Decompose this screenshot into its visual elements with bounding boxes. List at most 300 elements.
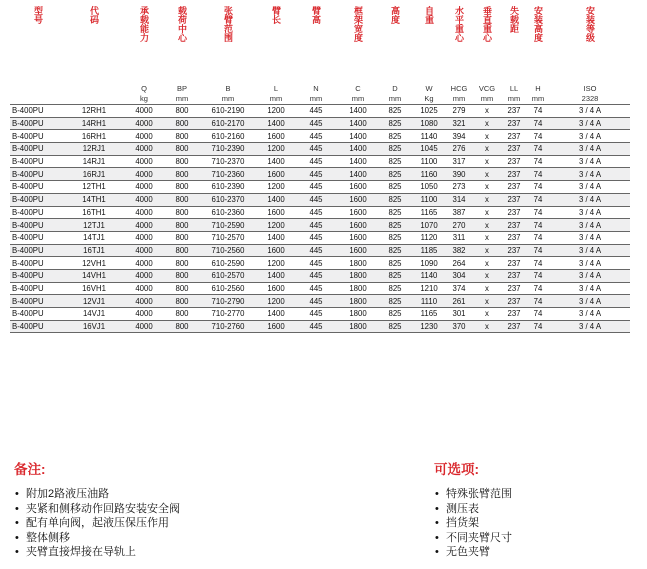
remarks-list: [14, 487, 180, 560]
table-cell: 12VJ1: [66, 295, 122, 308]
table-cell: 445: [294, 244, 338, 257]
table-row: [10, 269, 630, 282]
table-cell: 74: [526, 181, 550, 194]
table-row: [10, 257, 630, 270]
table-cell: 74: [526, 282, 550, 295]
unit-cell: mm: [351, 94, 365, 103]
table-cell: 800: [166, 117, 198, 130]
table-cell: 4000: [122, 206, 166, 219]
table-cell: B-400PU: [10, 130, 66, 143]
table-cell: x: [472, 244, 502, 257]
table-cell: B-400PU: [10, 269, 66, 282]
table-cell: 825: [378, 219, 412, 232]
table-cell: 74: [526, 231, 550, 244]
table-cell: 710-2790: [198, 295, 258, 308]
table-cell: 1800: [338, 320, 378, 333]
table-cell: 270: [446, 219, 472, 232]
table-cell: 1140: [412, 130, 446, 143]
table-cell: x: [472, 295, 502, 308]
table-cell: 1600: [338, 231, 378, 244]
table-cell: 14TJ1: [66, 231, 122, 244]
table-cell: 800: [166, 181, 198, 194]
header-capacity: 承载能力: [139, 6, 149, 42]
header-weight: 自重: [424, 6, 434, 24]
table-cell: B-400PU: [10, 320, 66, 333]
table-cell: 445: [294, 257, 338, 270]
table-cell: 1200: [258, 181, 294, 194]
table-cell: 825: [378, 193, 412, 206]
symbol-cell: N: [313, 84, 319, 93]
table-cell: 800: [166, 282, 198, 295]
table-cell: 14TH1: [66, 193, 122, 206]
table-cell: 445: [294, 320, 338, 333]
list-item: • 特殊张臂范围: [434, 487, 512, 502]
table-cell: 4000: [122, 269, 166, 282]
unit-cell: mm: [175, 94, 189, 103]
table-cell: 261: [446, 295, 472, 308]
table-cell: 237: [502, 219, 526, 232]
table-cell: 825: [378, 117, 412, 130]
table-cell: 4000: [122, 105, 166, 118]
table-cell: 445: [294, 130, 338, 143]
table-cell: 74: [526, 155, 550, 168]
table-cell: 14VJ1: [66, 308, 122, 321]
table-cell: 825: [378, 320, 412, 333]
table-cell: 610-2570: [198, 269, 258, 282]
table-cell: x: [472, 206, 502, 219]
table-cell: 16TH1: [66, 206, 122, 219]
table-cell: 610-2390: [198, 181, 258, 194]
table-cell: B-400PU: [10, 231, 66, 244]
table-cell: 825: [378, 130, 412, 143]
table-cell: 4000: [122, 219, 166, 232]
table-cell: 3 / 4 A: [550, 320, 630, 333]
table-cell: 14VH1: [66, 269, 122, 282]
table-cell: 610-2170: [198, 117, 258, 130]
table-cell: 311: [446, 231, 472, 244]
table-cell: 4000: [122, 193, 166, 206]
table-row: [10, 130, 630, 143]
remarks-section: [14, 458, 180, 560]
symbol-cell: [10, 82, 66, 94]
table-cell: 237: [502, 257, 526, 270]
table-cell: 394: [446, 130, 472, 143]
table-cell: 317: [446, 155, 472, 168]
table-cell: 3 / 4 A: [550, 219, 630, 232]
table-row: [10, 181, 630, 194]
symbol-cell: LL: [509, 84, 519, 93]
header-row: [10, 4, 630, 82]
table-cell: 1045: [412, 143, 446, 156]
table-cell: 800: [166, 308, 198, 321]
unit-cell: mm: [531, 94, 545, 103]
table-cell: 14RH1: [66, 117, 122, 130]
table-cell: B-400PU: [10, 155, 66, 168]
table-cell: 710-2760: [198, 320, 258, 333]
table-cell: 1600: [258, 206, 294, 219]
table-cell: 237: [502, 269, 526, 282]
table-cell: 1400: [338, 105, 378, 118]
table-cell: 1400: [338, 168, 378, 181]
table-cell: 800: [166, 193, 198, 206]
table-cell: 710-2390: [198, 143, 258, 156]
table-cell: 3 / 4 A: [550, 193, 630, 206]
table-cell: B-400PU: [10, 117, 66, 130]
table-cell: 3 / 4 A: [550, 143, 630, 156]
table-cell: 610-2160: [198, 130, 258, 143]
table-row: [10, 308, 630, 321]
table-cell: 237: [502, 295, 526, 308]
table-cell: B-400PU: [10, 219, 66, 232]
table-cell: 74: [526, 244, 550, 257]
table-row: [10, 168, 630, 181]
table-cell: 237: [502, 105, 526, 118]
table-cell: 445: [294, 219, 338, 232]
table-cell: 445: [294, 143, 338, 156]
header-lost-load: 失载距: [509, 6, 519, 33]
table-cell: 1800: [338, 257, 378, 270]
unit-cell: mm: [507, 94, 521, 103]
symbol-cell: Q: [141, 84, 147, 93]
table-cell: 800: [166, 231, 198, 244]
unit-cell: mm: [221, 94, 235, 103]
unit-cell: 2328: [581, 94, 599, 103]
table-cell: 800: [166, 168, 198, 181]
unit-cell: Kg: [424, 94, 434, 103]
table-cell: 1800: [338, 295, 378, 308]
table-row: [10, 244, 630, 257]
table-cell: 1600: [338, 181, 378, 194]
table-cell: 12RH1: [66, 105, 122, 118]
table-cell: 314: [446, 193, 472, 206]
table-cell: 1600: [258, 168, 294, 181]
table-cell: 74: [526, 143, 550, 156]
table-cell: 1070: [412, 219, 446, 232]
table-cell: 74: [526, 308, 550, 321]
table-cell: 14RJ1: [66, 155, 122, 168]
table-cell: 74: [526, 105, 550, 118]
table-cell: 4000: [122, 257, 166, 270]
symbol-cell: D: [392, 84, 398, 93]
table-cell: 4000: [122, 231, 166, 244]
table-cell: B-400PU: [10, 193, 66, 206]
table-cell: 3 / 4 A: [550, 155, 630, 168]
table-cell: 1090: [412, 257, 446, 270]
table-cell: 800: [166, 295, 198, 308]
table-cell: 825: [378, 181, 412, 194]
table-cell: 3 / 4 A: [550, 130, 630, 143]
table-cell: 1050: [412, 181, 446, 194]
list-item: • 测压表: [434, 502, 512, 517]
table-cell: 1800: [338, 282, 378, 295]
table-cell: 1600: [338, 219, 378, 232]
table-cell: 276: [446, 143, 472, 156]
table-cell: 387: [446, 206, 472, 219]
table-cell: 16RH1: [66, 130, 122, 143]
table-cell: 16TJ1: [66, 244, 122, 257]
table-cell: 445: [294, 105, 338, 118]
table-cell: 825: [378, 257, 412, 270]
table-cell: 710-2370: [198, 155, 258, 168]
table-cell: 3 / 4 A: [550, 282, 630, 295]
list-item: • 附加2路液压油路: [14, 487, 180, 502]
table-cell: 445: [294, 231, 338, 244]
table-cell: 4000: [122, 282, 166, 295]
list-item: • 无色夹臂: [434, 545, 512, 560]
table-row: [10, 117, 630, 130]
table-cell: 4000: [122, 168, 166, 181]
table-cell: 4000: [122, 117, 166, 130]
symbol-cell: L: [273, 84, 279, 93]
table-cell: 1400: [338, 130, 378, 143]
table-cell: 1100: [412, 155, 446, 168]
header-hcg: 水平重心: [454, 6, 464, 42]
table-cell: 800: [166, 206, 198, 219]
header-opening-range: 张臂范围: [223, 6, 233, 42]
header-load-center: 载荷中心: [177, 6, 187, 42]
table-cell: 301: [446, 308, 472, 321]
table-cell: 800: [166, 244, 198, 257]
list-item: • 夹臂直接焊接在导轨上: [14, 545, 180, 560]
table-row: [10, 143, 630, 156]
table-cell: 3 / 4 A: [550, 308, 630, 321]
table-cell: 1400: [338, 143, 378, 156]
table-cell: 800: [166, 320, 198, 333]
table-cell: 4000: [122, 295, 166, 308]
table-cell: B-400PU: [10, 143, 66, 156]
unit-cell: mm: [388, 94, 402, 103]
table-cell: 74: [526, 168, 550, 181]
table-cell: 4000: [122, 181, 166, 194]
table-cell: x: [472, 105, 502, 118]
table-cell: 279: [446, 105, 472, 118]
table-row: [10, 231, 630, 244]
symbol-cell: HCG: [450, 84, 468, 93]
table-cell: 825: [378, 143, 412, 156]
table-cell: 1600: [338, 244, 378, 257]
table-cell: x: [472, 181, 502, 194]
unit-cell: mm: [309, 94, 323, 103]
table-cell: 1230: [412, 320, 446, 333]
options-section: [434, 458, 512, 560]
table-row: [10, 105, 630, 118]
table-cell: 1140: [412, 269, 446, 282]
symbol-row: [10, 82, 630, 94]
remarks-title: 备注:: [14, 462, 46, 477]
table-cell: 1200: [258, 295, 294, 308]
table-cell: 74: [526, 320, 550, 333]
table-cell: x: [472, 308, 502, 321]
table-cell: B-400PU: [10, 168, 66, 181]
table-cell: 710-2570: [198, 231, 258, 244]
table-cell: 4000: [122, 244, 166, 257]
table-cell: 445: [294, 155, 338, 168]
table-cell: 825: [378, 105, 412, 118]
table-cell: 1200: [258, 143, 294, 156]
table-cell: 445: [294, 308, 338, 321]
table-cell: x: [472, 155, 502, 168]
table-cell: 1800: [338, 269, 378, 282]
table-cell: 445: [294, 117, 338, 130]
table-cell: 74: [526, 257, 550, 270]
table-cell: 1400: [338, 155, 378, 168]
table-cell: 1400: [258, 308, 294, 321]
table-cell: 3 / 4 A: [550, 105, 630, 118]
table-row: [10, 320, 630, 333]
table-cell: 825: [378, 282, 412, 295]
table-cell: 800: [166, 269, 198, 282]
table-cell: 1400: [258, 269, 294, 282]
table-cell: 1200: [258, 257, 294, 270]
table-cell: 800: [166, 257, 198, 270]
table-cell: 710-2560: [198, 244, 258, 257]
table-cell: 3 / 4 A: [550, 257, 630, 270]
list-item: • 整体侧移: [14, 531, 180, 546]
table-cell: x: [472, 219, 502, 232]
table-cell: 800: [166, 219, 198, 232]
table-cell: 800: [166, 155, 198, 168]
table-cell: 273: [446, 181, 472, 194]
list-item: • 不同夹臂尺寸: [434, 531, 512, 546]
table-cell: 4000: [122, 308, 166, 321]
table-cell: 3 / 4 A: [550, 244, 630, 257]
table-cell: 1600: [338, 193, 378, 206]
list-item: • 夹紧和侧移动作回路安装安全阀: [14, 502, 180, 517]
table-cell: 3 / 4 A: [550, 168, 630, 181]
table-cell: B-400PU: [10, 282, 66, 295]
symbol-cell: C: [355, 84, 361, 93]
table-cell: B-400PU: [10, 206, 66, 219]
table-cell: 3 / 4 A: [550, 181, 630, 194]
table-cell: 710-2360: [198, 168, 258, 181]
table-cell: 237: [502, 308, 526, 321]
unit-cell: mm: [269, 94, 283, 103]
table-cell: 1165: [412, 308, 446, 321]
unit-cell: [66, 94, 122, 105]
table-cell: 825: [378, 206, 412, 219]
table-cell: 445: [294, 168, 338, 181]
header-height: 高度: [390, 6, 400, 24]
table-cell: 237: [502, 117, 526, 130]
table-cell: 3 / 4 A: [550, 269, 630, 282]
table-cell: 237: [502, 231, 526, 244]
table-cell: x: [472, 257, 502, 270]
table-cell: 1400: [258, 155, 294, 168]
table-cell: 610-2560: [198, 282, 258, 295]
table-cell: 16VH1: [66, 282, 122, 295]
header-model: 型号: [33, 6, 43, 24]
table-cell: x: [472, 168, 502, 181]
table-cell: 370: [446, 320, 472, 333]
table-cell: x: [472, 143, 502, 156]
unit-cell: mm: [452, 94, 466, 103]
spec-table: [10, 4, 630, 333]
table-cell: 12VH1: [66, 257, 122, 270]
table-cell: 12RJ1: [66, 143, 122, 156]
header-frame-width: 框架宽度: [353, 6, 363, 42]
table-cell: 800: [166, 130, 198, 143]
table-cell: x: [472, 320, 502, 333]
spec-rows: [10, 105, 630, 333]
table-cell: 237: [502, 320, 526, 333]
table-cell: 445: [294, 206, 338, 219]
table-cell: 825: [378, 244, 412, 257]
list-item: • 配有单向阀，起液压保压作用: [14, 516, 180, 531]
table-cell: x: [472, 130, 502, 143]
table-cell: 610-2370: [198, 193, 258, 206]
table-cell: 3 / 4 A: [550, 117, 630, 130]
table-row: [10, 295, 630, 308]
table-cell: B-400PU: [10, 257, 66, 270]
table-cell: x: [472, 282, 502, 295]
table-cell: 1160: [412, 168, 446, 181]
unit-cell: [10, 94, 66, 105]
table-cell: 237: [502, 181, 526, 194]
symbol-cell: W: [425, 84, 433, 93]
table-cell: 710-2770: [198, 308, 258, 321]
table-cell: 4000: [122, 143, 166, 156]
table-cell: 445: [294, 295, 338, 308]
table-cell: B-400PU: [10, 244, 66, 257]
table-cell: x: [472, 117, 502, 130]
table-cell: 1210: [412, 282, 446, 295]
table-cell: x: [472, 193, 502, 206]
table-cell: 825: [378, 155, 412, 168]
table-cell: 445: [294, 193, 338, 206]
table-cell: 12TH1: [66, 181, 122, 194]
table-cell: 237: [502, 206, 526, 219]
table-cell: x: [472, 231, 502, 244]
table-cell: 1165: [412, 206, 446, 219]
symbol-cell: BP: [176, 84, 187, 93]
table-cell: 800: [166, 143, 198, 156]
table-cell: 1185: [412, 244, 446, 257]
table-cell: 3 / 4 A: [550, 206, 630, 219]
table-cell: 445: [294, 282, 338, 295]
table-cell: 74: [526, 206, 550, 219]
table-cell: 1600: [338, 206, 378, 219]
table-cell: 374: [446, 282, 472, 295]
table-row: [10, 193, 630, 206]
table-cell: 1080: [412, 117, 446, 130]
table-cell: 1400: [258, 193, 294, 206]
header-mount-class: 安装等级: [585, 6, 595, 42]
table-cell: 12TJ1: [66, 219, 122, 232]
table-cell: B-400PU: [10, 105, 66, 118]
table-cell: 4000: [122, 130, 166, 143]
table-cell: 610-2590: [198, 257, 258, 270]
symbol-cell: H: [535, 84, 541, 93]
table-cell: 4000: [122, 320, 166, 333]
table-row: [10, 219, 630, 232]
table-row: [10, 282, 630, 295]
table-cell: 825: [378, 231, 412, 244]
table-cell: 321: [446, 117, 472, 130]
table-cell: B-400PU: [10, 308, 66, 321]
unit-row: [10, 94, 630, 105]
table-cell: 237: [502, 282, 526, 295]
symbol-cell: ISO: [583, 84, 597, 93]
header-vcg: 垂直重心: [482, 6, 492, 42]
symbol-cell: B: [225, 84, 231, 93]
table-cell: 237: [502, 168, 526, 181]
header-code: 代码: [89, 6, 99, 24]
table-cell: 304: [446, 269, 472, 282]
header-mount-height: 安装高度: [533, 6, 543, 42]
header-arm-length: 臂长: [271, 6, 281, 24]
table-cell: 3 / 4 A: [550, 295, 630, 308]
table-cell: 445: [294, 181, 338, 194]
